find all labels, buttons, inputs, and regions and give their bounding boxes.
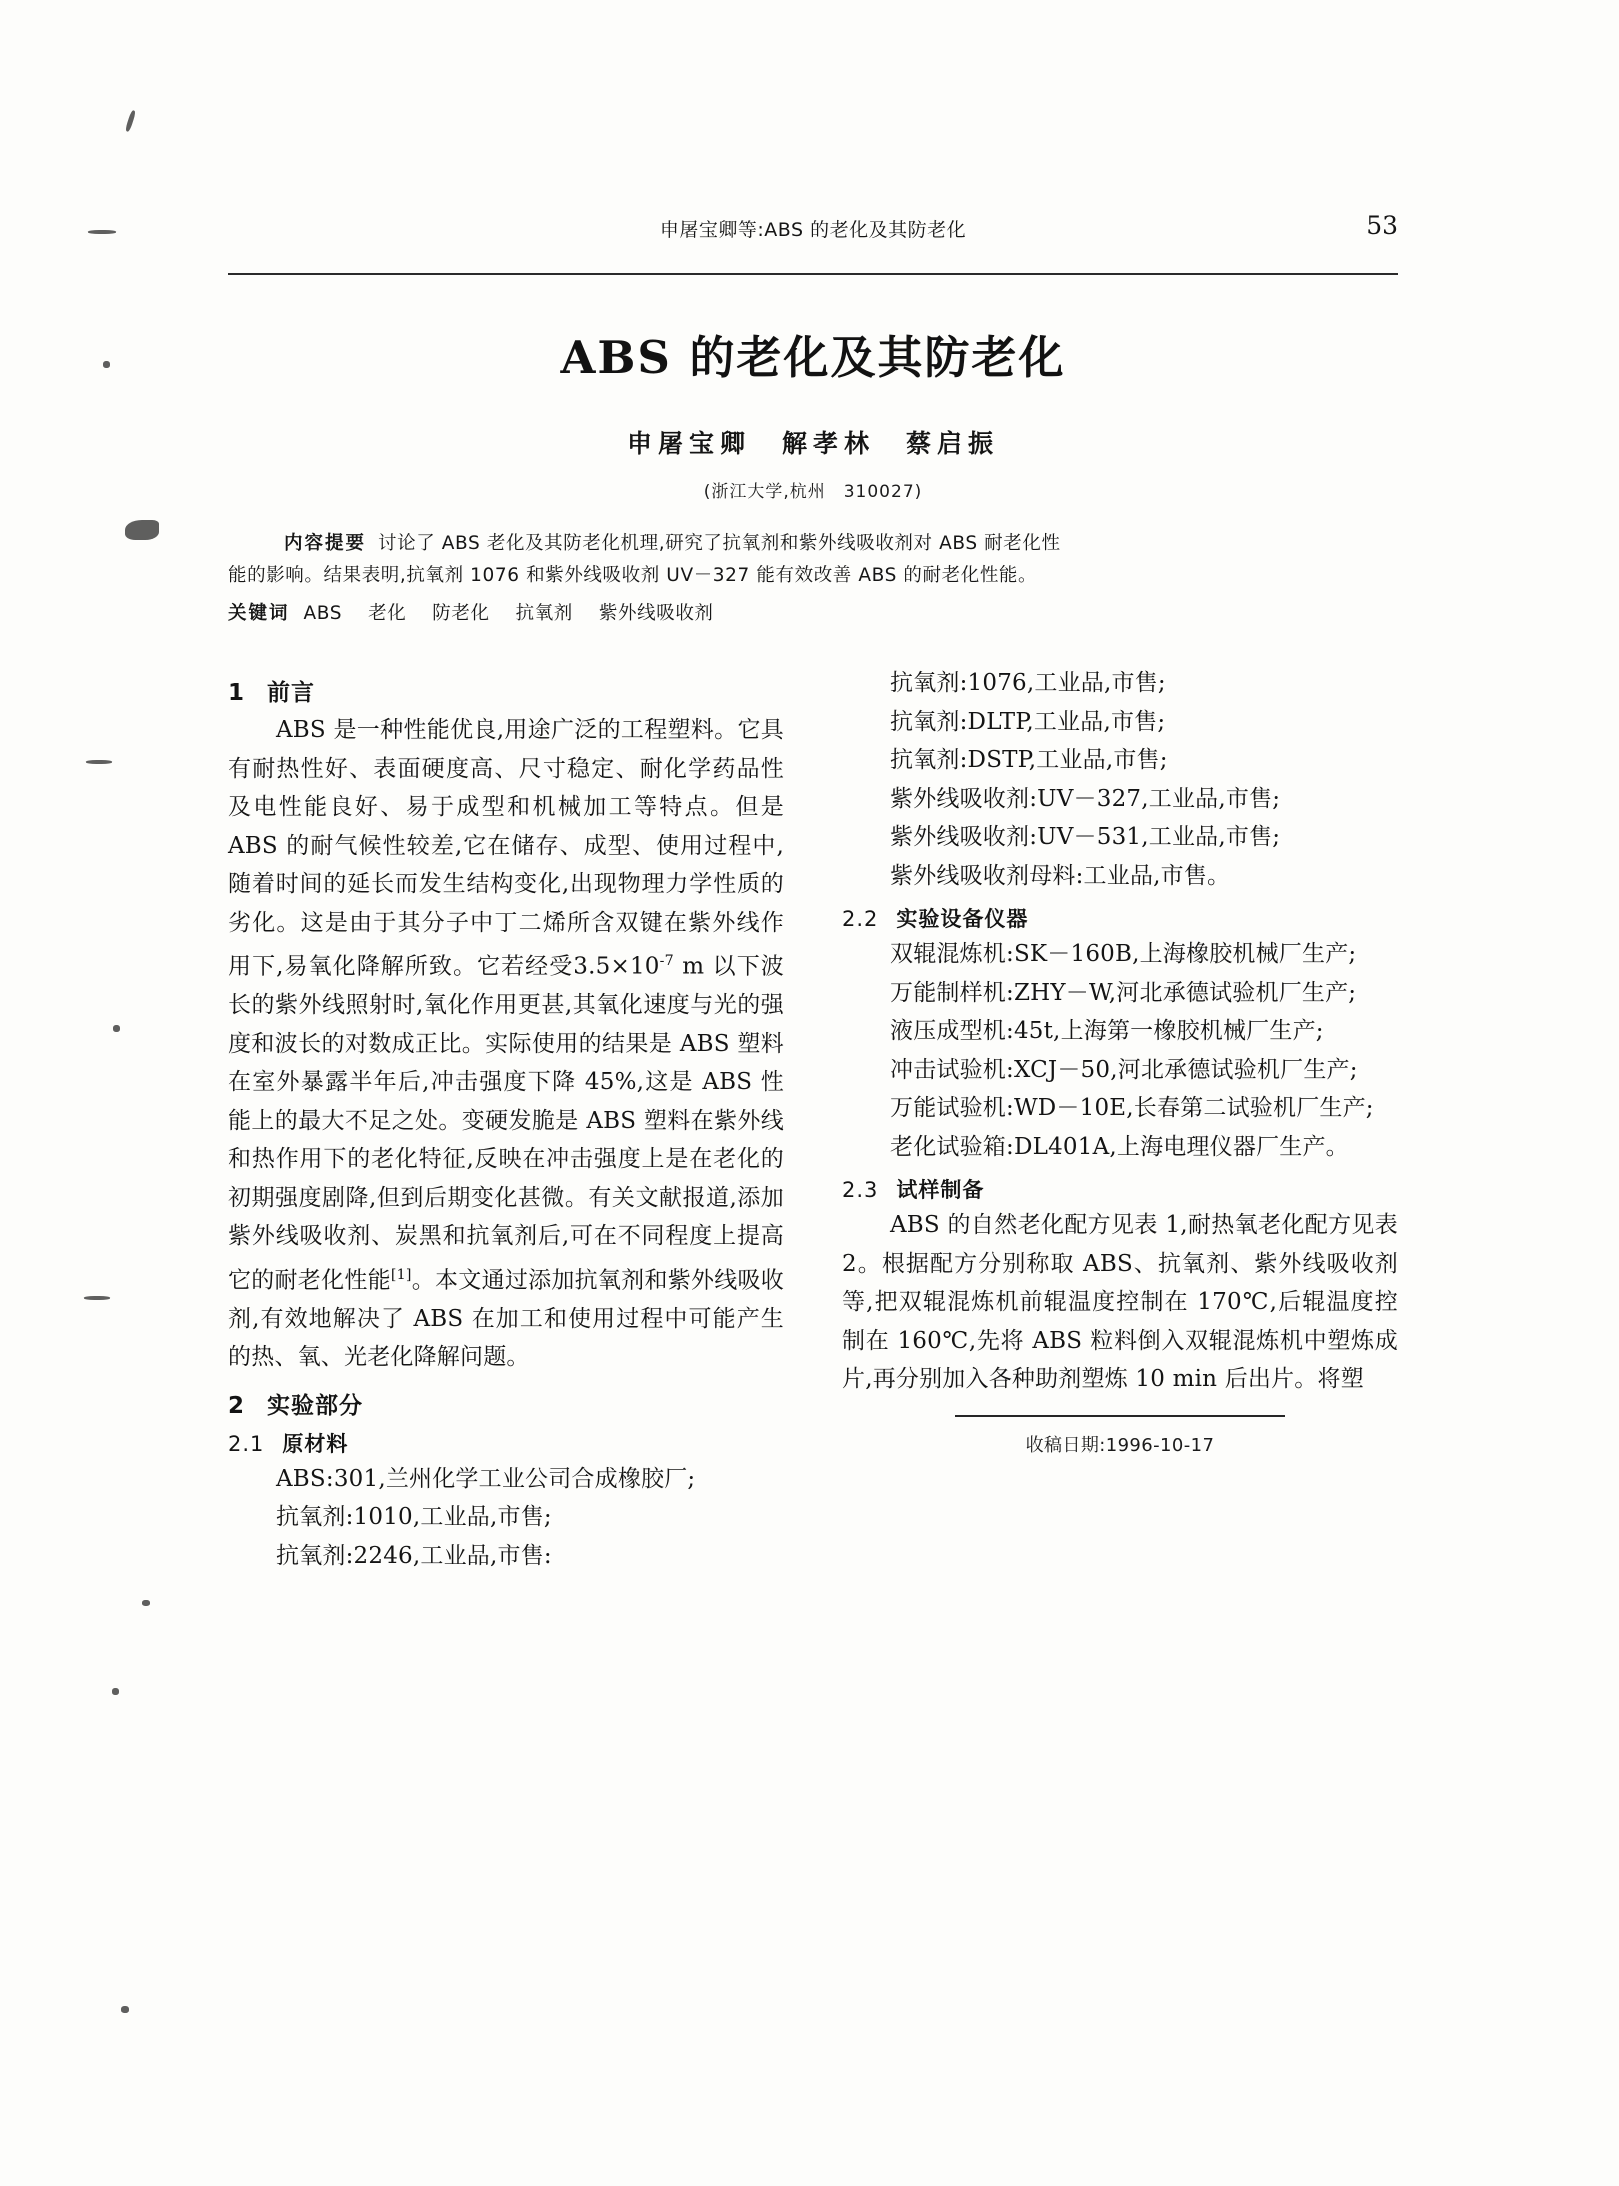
list-item: 万能试验机:WD－10E,长春第二试验机厂生产; [890,1095,1374,1121]
abstract [228,528,1398,592]
scan-artifact [113,1025,120,1032]
column-left [228,664,784,1575]
list-item: 液压成型机:45t,上海第一橡胶机械厂生产; [890,1018,1324,1044]
keyword: 防老化 [432,603,490,624]
footnote-received-date: 收稿日期:1996-10-17 [1025,1434,1215,1456]
section-number: 2 [228,1392,246,1419]
affiliation: (浙江大学,杭州 310027) [703,482,923,502]
list-item: 冲击试验机:XCJ－50,河北承德试验机厂生产; [890,1056,1358,1083]
scan-artifact [103,361,110,368]
citation-reference: [1] [390,1266,412,1283]
list-item: 抗氧剂:2246,工业品,市售: [276,1542,552,1569]
author-list: 申屠宝卿 解孝林 蔡启振 [626,429,999,458]
section-number: 1 [228,680,246,706]
paragraph-intro-tail: 。本文通过添加抗氧剂和紫外线吸收剂,有效地解决了 ABS 在加工和使用过程中可能产生的热、氧、光老化降解问题。 [228,1267,784,1371]
running-head [228,211,1398,261]
page-content [228,211,1398,1575]
paragraph-intro-text: ABS 是一种性能优良,用途广泛的工程塑料。它具有耐热性好、表面硬度高、尺寸稳定、耐化学药品性及电性能良好、易于成型和机械加工等特点。但是 ABS 的耐气候性较差,它在储存、成型、使用过程中,随着时间的延长而发生结构变化,出现物理力学性质的劣化。这是由于其分子中丁二烯所含双键在紫外线作用下,易氧化降解所致。它若经受 [228,717,784,980]
subsection-title: 原材料 [282,1431,349,1456]
list-item: 紫外线吸收剂:UV－531,工业品,市售; [890,824,1281,850]
list-item: 抗氧剂:DLTP,工业品,市售; [890,708,1166,735]
subsection-title: 实验设备仪器 [896,907,1029,931]
page-number: 53 [1366,211,1398,240]
keyword: 紫外线吸收剂 [598,603,714,624]
list-item: 紫外线吸收剂:UV－327,工业品,市售; [890,785,1281,812]
keyword: 老化 [368,603,407,624]
scan-artifact [121,2006,129,2013]
scan-artifact [84,1296,110,1300]
section-title: 实验部分 [267,1392,364,1419]
subsection-number: 2.2 [842,907,879,931]
list-item: 抗氧剂:1076,工业品,市售; [890,670,1166,696]
list-item: ABS:301,兰州化学工业公司合成橡胶厂; [276,1465,696,1492]
list-item: 紫外线吸收剂母料:工业品,市售。 [890,862,1231,889]
keyword: 抗氧剂 [515,603,573,624]
subsection-title: 试样制备 [896,1178,985,1202]
subsection-number: 2.1 [228,1431,265,1456]
subsection-heading-2-1 [228,1428,784,1458]
header-rule [228,273,1398,275]
formula-exponent: -7 [659,953,674,969]
section-title: 前言 [267,680,316,706]
column-right [842,664,1398,1575]
page-title: ABS 的老化及其防老化 [560,331,1066,384]
scan-artifact [125,110,137,132]
formula-value: 3.5×10 [573,953,660,980]
keywords-label: 关键词 [228,603,290,624]
section-heading-1 [228,674,784,707]
paragraph-intro-cont: m 以下波长的紫外线照射时,氧化作用更甚,其氧化速度与光的强度和波长的对数成正比。实际使用的结果是 ABS 塑料在室外暴露半年后,冲击强度下降 45%,这是 ABS 性能上的最大不足之处。变硬发脆是 ABS 塑料在紫外线和热作用下的老化特征,反映在冲击强度上是在老化的初期强度剧降,但到后期变化甚微。有关文献报道,添加紫外线吸收剂、炭黑和抗氧剂后,可在不同程度上提高它的耐老化性能 [228,953,784,1294]
scan-artifact [88,230,116,234]
subsection-number: 2.3 [842,1178,879,1202]
two-column-body [228,664,1398,1575]
subsection-heading-2-2 [842,903,1398,933]
abstract-label: 内容提要 [284,533,367,554]
subsection-heading-2-3 [842,1174,1398,1204]
list-item: 抗氧剂:DSTP,工业品,市售; [890,747,1168,773]
paragraph-sample-prep: ABS 的自然老化配方见表 1,耐热氧老化配方见表 2。根据配方分别称取 ABS、抗氧剂、紫外线吸收剂等,把双辊混炼机前辊温度控制在 170℃,后辊温度控制在 160℃,先将 ABS 粒料倒入双辊混炼机中塑炼成片,再分别加入各种助剂塑炼 10 min 后出片。将塑 [842,1212,1398,1392]
keywords [228,598,1398,630]
list-item: 抗氧剂:1010,工业品,市售; [276,1504,552,1531]
keyword: ABS [303,603,343,624]
running-head-title: 申屠宝卿等:ABS 的老化及其防老化 [659,219,967,241]
scan-artifact [125,520,159,540]
abstract-line-1: 讨论了 ABS 老化及其防老化机理,研究了抗氧剂和紫外线吸收剂对 ABS 耐老化性 [378,533,1061,554]
list-item: 老化试验箱:DL401A,上海电理仪器厂生产。 [890,1133,1349,1160]
list-item: 万能制样机:ZHY－W,河北承德试验机厂生产; [890,979,1357,1006]
scan-artifact [112,1688,119,1695]
paragraph-intro [228,711,784,1377]
scan-artifact [86,760,112,764]
footnote-rule [955,1415,1285,1417]
list-item: 双辊混炼机:SK－160B,上海橡胶机械厂生产; [890,941,1357,967]
section-heading-2 [228,1387,784,1420]
abstract-line-2: 能的影响。结果表明,抗氧剂 1076 和紫外线吸收剂 UV－327 能有效改善 ABS 的耐老化性能。 [228,565,1038,586]
scan-artifact [142,1600,150,1606]
